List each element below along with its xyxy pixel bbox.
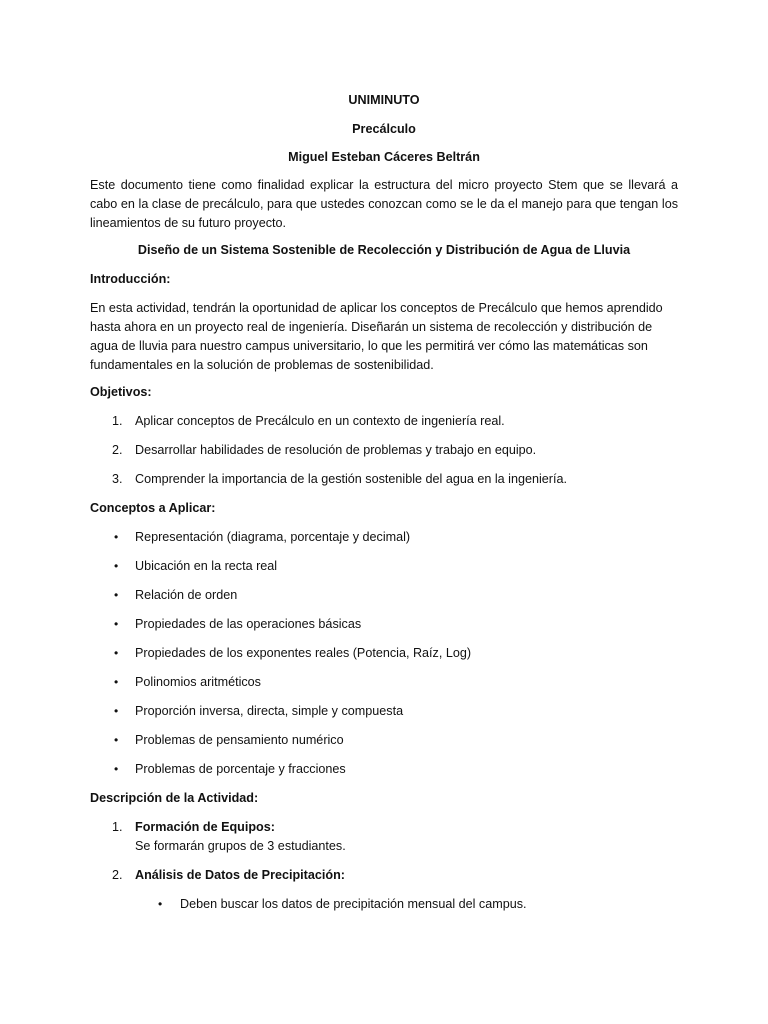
list-item — [90, 528, 678, 547]
list-item — [90, 586, 678, 605]
list-item — [90, 615, 678, 634]
step-title: Análisis de Datos de Precipitación: — [135, 868, 345, 882]
intro-paragraph: Este documento tiene como finalidad explicar la estructura del micro proyecto Stem que se llevará a cabo en la clase de precálculo, para que ustedes conozcan como se le da el manejo para que tengan los lineamientos de su futuro proyecto. — [90, 177, 678, 230]
list-item-text: Representación (diagrama, porcentaje y decimal) — [135, 530, 411, 544]
course-title: Precálculo — [352, 121, 416, 136]
list-number: 3. — [112, 472, 123, 486]
list-item — [90, 760, 678, 779]
list-item-text: Ubicación en la recta real — [135, 559, 278, 573]
list-item — [90, 731, 678, 750]
list-item-text: Comprender la importancia de la gestión sostenible del agua en la ingeniería. — [135, 472, 567, 486]
introduccion-heading: Introducción: — [90, 271, 171, 286]
list-item — [90, 866, 678, 885]
list-item-text: Propiedades de los exponentes reales (Potencia, Raíz, Log) — [135, 646, 472, 660]
objetivos-heading: Objetivos: — [90, 385, 152, 399]
bullet-icon: • — [114, 617, 119, 631]
list-item — [90, 644, 678, 663]
document-page — [90, 91, 678, 924]
list-item-text: Problemas de porcentaje y fracciones — [135, 762, 346, 776]
list-number: 1. — [112, 414, 123, 428]
list-item-text: Aplicar conceptos de Precálculo en un contexto de ingeniería real. — [135, 414, 505, 428]
list-item-text: Desarrollar habilidades de resolución de problemas y trabajo en equipo. — [135, 443, 537, 457]
objetivos-list — [90, 412, 678, 489]
bullet-icon: • — [114, 675, 119, 689]
introduccion-text: En esta actividad, tendrán la oportunidad de aplicar los conceptos de Precálculo que hemos aprendido hasta ahora en un proyecto real de ingeniería. Diseñarán un sistema de recolección y distribución de agua de lluvia para nuestro campus universitario, lo que les permitirá ver cómo las matemáticas son fundamentales en la solución de problemas de sostenibilidad. — [90, 300, 663, 372]
list-number: 1. — [112, 820, 123, 834]
bullet-icon: • — [114, 588, 119, 602]
list-item-text: Proporción inversa, directa, simple y compuesta — [135, 704, 404, 718]
descripcion-list — [90, 818, 678, 885]
bullet-icon: • — [114, 704, 119, 718]
step-title: Formación de Equipos: — [135, 820, 275, 834]
descripcion-heading: Descripción de la Actividad: — [90, 791, 259, 805]
list-item — [90, 818, 678, 856]
bullet-icon: • — [114, 762, 119, 776]
project-title: Diseño de un Sistema Sostenible de Recolección y Distribución de Agua de Lluvia — [137, 243, 631, 257]
precipitacion-sublist — [90, 895, 678, 914]
list-item-text: Propiedades de las operaciones básicas — [135, 617, 362, 631]
list-number: 2. — [112, 443, 123, 457]
list-item — [90, 673, 678, 692]
bullet-icon: • — [114, 530, 119, 544]
list-item — [90, 470, 678, 489]
list-item — [90, 441, 678, 460]
conceptos-list — [90, 528, 678, 779]
institution-title: UNIMINUTO — [348, 93, 420, 107]
list-item — [90, 702, 678, 721]
bullet-icon: • — [114, 646, 119, 660]
bullet-icon: • — [158, 897, 163, 911]
author-name: Miguel Esteban Cáceres Beltrán — [288, 150, 480, 164]
list-item — [90, 412, 678, 431]
step-detail: Se formarán grupos de 3 estudiantes. — [135, 839, 346, 853]
list-item-text: Relación de orden — [135, 588, 238, 602]
bullet-icon: • — [114, 559, 119, 573]
list-number: 2. — [112, 868, 123, 882]
list-item — [90, 895, 678, 914]
list-item — [90, 557, 678, 576]
conceptos-heading: Conceptos a Aplicar: — [90, 501, 216, 515]
list-item-text: Polinomios aritméticos — [135, 675, 261, 689]
bullet-icon: • — [114, 733, 119, 747]
list-item-text: Problemas de pensamiento numérico — [135, 733, 344, 747]
list-item-text: Deben buscar los datos de precipitación mensual del campus. — [180, 897, 527, 911]
